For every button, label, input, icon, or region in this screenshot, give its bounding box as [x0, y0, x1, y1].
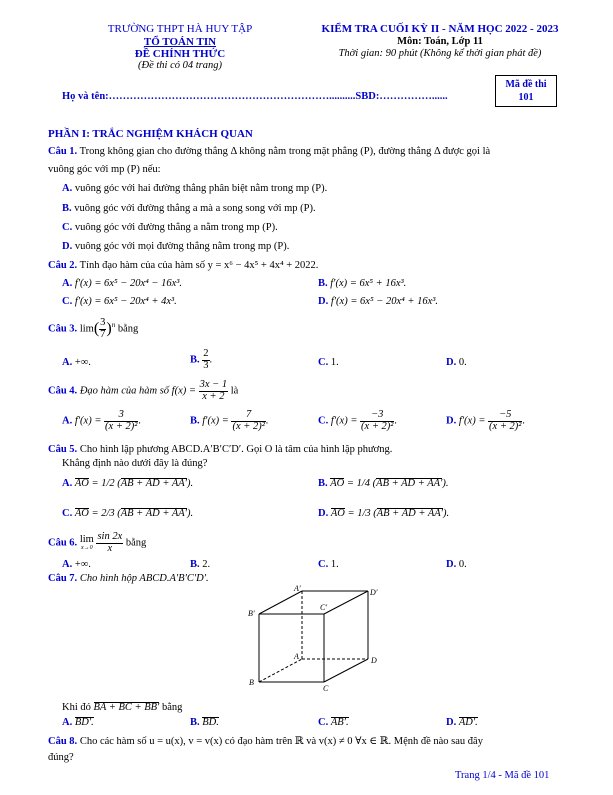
q4-prefix: f′(x) =	[74, 415, 102, 427]
q6-option-b[interactable]	[190, 559, 210, 570]
q5-option-a-coef: 1/2	[101, 478, 115, 489]
q4-prefix: f′(x) =	[202, 415, 229, 427]
q8-stem-line2: đúng?	[48, 752, 74, 763]
q4-option-a[interactable]: A. f′(x) = $\frac{3}{\text{(x + 2)²}}$ .	[62, 409, 142, 432]
q7-result	[62, 702, 182, 714]
q6-option-d[interactable]	[446, 559, 467, 570]
q6-tail: bằng	[125, 537, 147, 549]
q8-label: Câu 8.	[48, 736, 78, 747]
q1-option-d[interactable]	[62, 241, 289, 252]
q3-option-c-text: 1.	[330, 357, 339, 368]
q2-stem	[48, 260, 318, 271]
exam-time: Thời gian: 90 phút (Không kể thời gian phát đề)	[338, 48, 542, 59]
pages-note: (Đề thi có 04 trang)	[138, 60, 222, 71]
q7-option-c-text: AB′.	[330, 717, 349, 728]
edge-c1-d1	[324, 591, 368, 614]
edge-b-a	[259, 659, 302, 682]
q5-sum: AB + AD + AA′	[120, 508, 187, 519]
q7-option-a[interactable]	[62, 717, 94, 729]
q1-option-a[interactable]	[62, 183, 327, 194]
q6-option-a[interactable]	[62, 559, 91, 570]
q1-option-c[interactable]	[62, 222, 278, 233]
vertex-c1: C′	[320, 603, 328, 612]
q7-option-d-text: AD′.	[458, 717, 478, 728]
q5-label: Câu 5.	[48, 444, 78, 455]
q7-option-b[interactable]	[190, 717, 219, 729]
option-label: A.	[62, 415, 73, 427]
q6-option-c-text: 1.	[330, 559, 339, 570]
q4-option-c[interactable]: C. f′(x) = $\frac{-3}{\text{(x + 2)²}}$ .	[318, 409, 398, 432]
page-footer: Trang 1/4 - Mã đề 101	[455, 770, 550, 781]
q2-option-b-text: f′(x) = 6x⁵ + 16x³.	[330, 278, 407, 289]
q5-sum: AB + AD + AA′	[376, 508, 443, 519]
option-label: B.	[190, 717, 200, 728]
department-name: TỔ TOÁN TIN	[143, 36, 217, 48]
option-label: C.	[318, 717, 329, 728]
option-label: D.	[62, 241, 73, 252]
q6-label: Câu 6.	[48, 537, 78, 549]
exam-subject: Môn: Toán, Lớp 11	[397, 36, 483, 47]
q1-stem-line2: vuông góc với mp (P) nếu:	[48, 164, 161, 175]
option-label: D.	[446, 357, 457, 368]
q6-option-d-text: 0.	[458, 559, 467, 570]
option-label: A.	[62, 559, 73, 570]
q1-option-d-text: vuông góc với mọi đường thẳng nằm trong mp (P).	[74, 241, 290, 252]
q4-prefix: f′(x) =	[458, 415, 486, 427]
option-label: C.	[318, 357, 329, 368]
option-label: A.	[62, 357, 73, 368]
option-label: B.	[318, 278, 328, 289]
option-label: A.	[62, 717, 73, 728]
q3-label: Câu 3.	[48, 323, 78, 335]
option-label: A.	[62, 278, 73, 289]
q3-option-b-fraction: $\frac{2}{3}$	[203, 348, 209, 371]
q1-label: Câu 1.	[48, 146, 78, 157]
q1-stem-text: Trong không gian cho đường thẳng Δ không nằm trong mặt phẳng (P), đường thẳng Δ được gọi là	[79, 146, 491, 157]
option-label: D.	[318, 508, 329, 519]
exam-title: KIỂM TRA CUỐI KỲ II - NĂM HỌC 2022 - 2023	[321, 23, 559, 35]
q2-option-b[interactable]	[318, 278, 406, 289]
q7-option-d[interactable]	[446, 717, 478, 729]
q5-lhs: AO	[330, 478, 345, 489]
school-name: TRƯỜNG THPT HÀ HUY TẬP	[107, 23, 253, 35]
q4-option-c-fraction: $\frac{-3}{\text{(x + 2)²}}$	[361, 409, 394, 432]
q3-fraction: $\frac{3}{7}$	[100, 317, 106, 340]
q7-result-prefix: Khi đó	[62, 702, 91, 713]
vertex-b: B	[249, 678, 254, 687]
q5-option-d[interactable]: D. AO = 1/3 (AB + AD + AA′).	[318, 508, 450, 519]
q3-option-d-text: 0.	[458, 357, 467, 368]
exam-code-label: Mã đề thi	[505, 79, 547, 90]
option-label: C.	[62, 296, 73, 307]
q4-stem-text: Đạo hàm của hàm số f(x) =	[79, 385, 196, 397]
q7-stem	[48, 573, 209, 584]
option-label: D.	[446, 717, 457, 728]
q3-option-d[interactable]	[446, 357, 467, 368]
q7-result-tail: bằng	[161, 702, 183, 713]
option-label: A.	[62, 478, 73, 489]
option-label: A.	[62, 183, 73, 194]
option-label: B.	[190, 354, 200, 366]
q7-label: Câu 7.	[48, 573, 78, 584]
q5-lhs: AO	[74, 478, 89, 489]
option-label: B.	[62, 203, 72, 214]
q6-option-a-text: +∞.	[74, 559, 91, 570]
q7-option-a-text: BD′.	[74, 717, 94, 728]
option-label: C.	[318, 559, 329, 570]
vertex-a: A	[294, 652, 299, 661]
q1-option-c-text: vuông góc với đường thẳng a nằm trong mp (P).	[74, 222, 278, 233]
q8-stem-line1	[48, 735, 483, 747]
vertex-c: C	[323, 684, 329, 693]
q7-option-c[interactable]	[318, 717, 349, 729]
vertex-d: D	[371, 656, 377, 665]
q3-option-a[interactable]	[62, 357, 91, 368]
q4-prefix: f′(x) =	[330, 415, 358, 427]
q6-stem	[48, 532, 146, 554]
exam-code-box	[495, 75, 557, 107]
option-label: D.	[446, 415, 457, 427]
q4-label: Câu 4.	[48, 385, 78, 397]
q3-stem: Câu 3. lim( $\frac{3}{7}$ )$^n$ bằng	[48, 317, 139, 340]
q3-tail: bằng	[117, 323, 139, 335]
edge-b1-a1	[259, 591, 302, 614]
q3-option-c[interactable]	[318, 357, 339, 368]
q4-option-d-fraction: $\frac{-5}{\text{(x + 2)²}}$	[489, 409, 522, 432]
vertex-a1: A′	[294, 584, 301, 593]
q2-option-a-text: f′(x) = 6x⁵ − 20x⁴ − 16x³.	[74, 278, 183, 289]
q5-stem-line1	[48, 444, 392, 455]
q4-option-d[interactable]: D. f′(x) = $\frac{-5}{\text{(x + 2)²}}$ .	[446, 409, 526, 432]
q5-stem-text: Cho hình lập phương ABCD.A′B′C′D′. Gọi O là tâm của hình lập phương.	[79, 444, 393, 455]
student-name-line: Họ và tên:………………………………………………………..........SBD:……………......	[62, 91, 448, 102]
q7-result-expr: BA + BC + BB′	[93, 702, 160, 713]
q2-stem-text: Tính đạo hàm của của hàm số y = x⁶ − 4x⁵ + 4x⁴ + 2022.	[79, 260, 319, 271]
q3-option-a-text: +∞.	[74, 357, 91, 368]
section-title: PHẦN I: TRẮC NGHIỆM KHÁCH QUAN	[48, 128, 253, 140]
q2-option-d-text: f′(x) = 6x⁵ − 20x⁴ + 16x³.	[330, 296, 439, 307]
vertex-d1: D′	[370, 588, 378, 597]
q4-function-fraction: $\frac{3x - 1}{x + 2}$	[199, 379, 228, 402]
q2-option-c[interactable]	[62, 296, 177, 307]
q2-option-c-text: f′(x) = 6x⁵ − 20x⁴ + 4x³.	[74, 296, 177, 307]
vertex-b1: B′	[248, 609, 255, 618]
q3-option-b[interactable]: B. $\frac{2}{3}$ .	[190, 348, 213, 371]
option-label: D.	[446, 559, 457, 570]
q5-lhs: AO	[330, 508, 345, 519]
q4-option-b-fraction: $\frac{7}{\text{(x + 2)²}}$	[232, 409, 265, 432]
option-label: B.	[190, 559, 200, 570]
q1-option-a-text: vuông góc với hai đường thẳng phân biệt nằm trong mp (P).	[74, 183, 328, 194]
q6-fraction: $\frac{\sin 2x}{x}$	[97, 531, 123, 554]
q5-option-b[interactable]: B. AO = 1/4 (AB + AD + AA′).	[318, 478, 449, 489]
official-label: ĐỀ CHÍNH THỨC	[134, 48, 226, 60]
q2-label: Câu 2.	[48, 260, 78, 271]
option-label: D.	[318, 296, 329, 307]
q5-stem-line2: Khẳng định nào dưới đây là đúng?	[62, 458, 208, 469]
q4-tail: là	[230, 385, 239, 397]
q6-option-c[interactable]	[318, 559, 339, 570]
option-label: B.	[190, 415, 200, 427]
q5-sum: AB + AD + AA′	[376, 478, 443, 489]
q6-option-b-text: 2.	[202, 559, 211, 570]
q3-lim: lim	[79, 323, 94, 335]
q5-option-a[interactable]: A. AO = 1/2 (AB + AD + AA′).	[62, 478, 194, 489]
q1-option-b-text: vuông góc với đường thẳng a mà a song song với mp (P).	[74, 203, 316, 214]
q4-stem	[48, 380, 238, 402]
option-label: C.	[318, 415, 329, 427]
q5-option-c[interactable]: C. AO = 2/3 (AB + AD + AA′).	[62, 508, 194, 519]
q7-stem-text: Cho hình hộp ABCD.A′B′C′D′.	[79, 573, 209, 584]
option-label: B.	[318, 478, 328, 489]
q5-option-c-coef: 2/3	[101, 508, 115, 519]
q1-stem-line1	[48, 146, 490, 157]
q2-option-d[interactable]	[318, 296, 438, 307]
q1-option-b[interactable]	[62, 203, 316, 214]
q5-lhs: AO	[74, 508, 89, 519]
q6-limit: lim x→0	[79, 533, 94, 552]
parallelepiped-figure	[240, 583, 390, 698]
q8-stem-text: Cho các hàm số u = u(x), v = v(x) có đạo hàm trên ℝ và v(x) ≠ 0 ∀x ∈ ℝ. Mệnh đề nào sau đây	[79, 736, 483, 747]
q5-sum: AB + AD + AA′	[120, 478, 187, 489]
edge-c-d	[324, 659, 368, 682]
q4-option-b[interactable]: B. f′(x) = $\frac{7}{\text{(x + 2)²}}$ .	[190, 409, 269, 432]
option-label: C.	[62, 508, 73, 519]
q5-option-b-coef: 1/4	[356, 478, 371, 489]
q3-exponent: n	[111, 320, 116, 329]
q7-option-b-text: BD.	[202, 717, 219, 728]
q4-option-a-fraction: $\frac{3}{\text{(x + 2)²}}$	[105, 409, 138, 432]
q2-option-a[interactable]	[62, 278, 182, 289]
q5-option-d-coef: 1/3	[357, 508, 371, 519]
exam-code-value: 101	[518, 92, 534, 103]
option-label: C.	[62, 222, 73, 233]
